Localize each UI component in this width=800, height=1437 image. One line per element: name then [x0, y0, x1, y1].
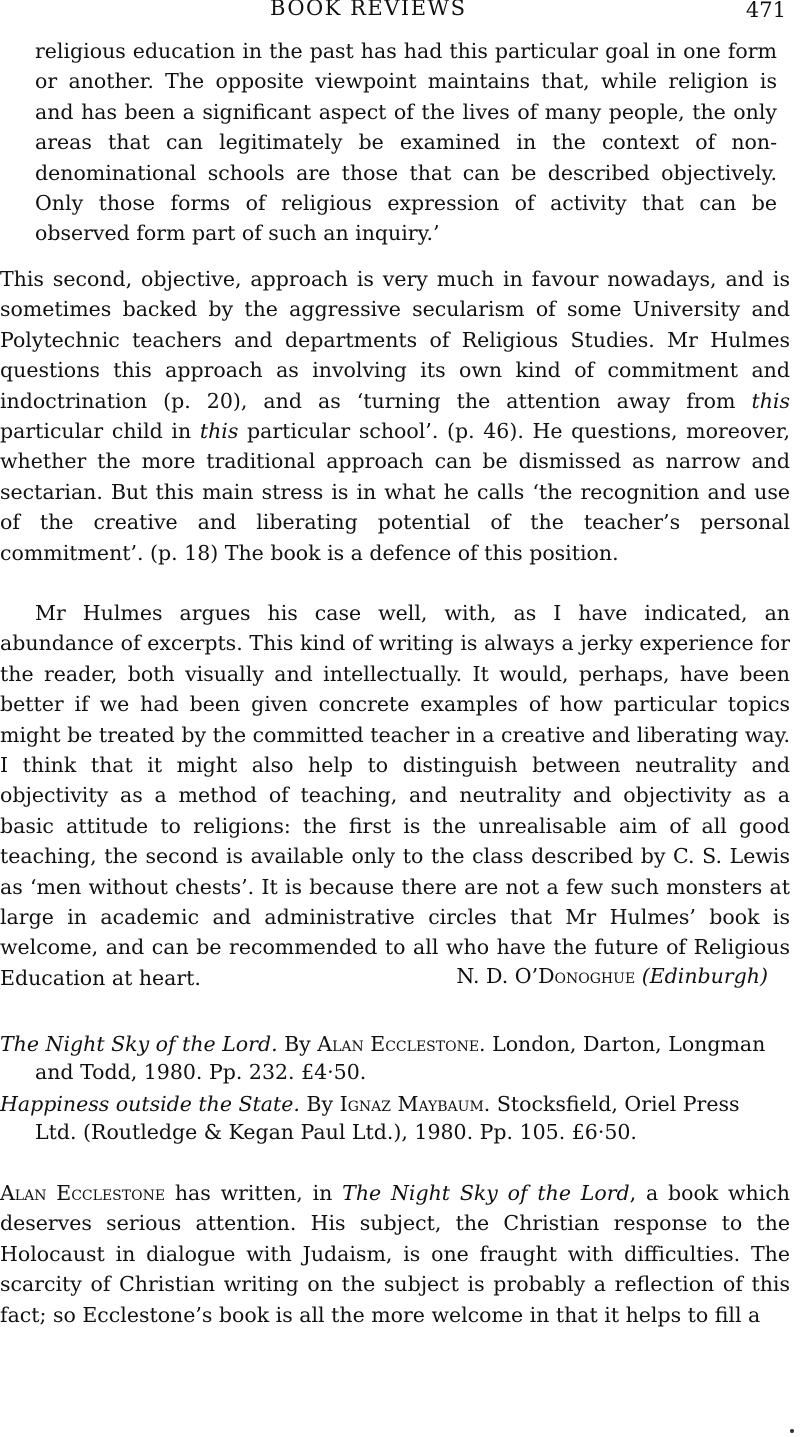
bibliography-entry	[0, 1090, 785, 1146]
block-quote: religious education in the past has had this particular goal in one form or another. The opposite viewpoint maintains that, while religion is and has been a significant aspect of the lives of many people, the only areas that can legitimately be examined in the context of non-denominational schools are those that can be described objectively. Only those forms of religious expression of activity that can be observed form part of such an inquiry.’	[35, 39, 777, 246]
book-author: Alan Ecclestone	[317, 1032, 480, 1056]
page-number: 471	[745, 0, 786, 22]
book-title: Happiness outside the State.	[0, 1092, 300, 1116]
paragraph-hulmes-case: Mr Hulmes argues his case well, with, as I have indicated, an abundance of excerpts. This kind of writing is always a jerky experience for the reader, both visually and intellectually. It would, perhaps, have been better if we had been given concrete examples of how particular topics might be treated by the committed teacher in a creative and liberating way. I think that it might also help to distinguish between neutrality and objectivity as a method of teaching, and neutrality and objectivity as a basic attitude to religions: the first is the unrealisable aim of all good teaching, the second is available only to the class described by C. S. Lewis as ‘men without chests’. It is because there are not a few such monsters at large in academic and administrative circles that Mr Hulmes’ book is welcome, and can be recommended to all who have the future of Religious Education at heart.	[0, 601, 790, 990]
reviewer-signature	[456, 961, 768, 991]
by-text: By	[277, 1032, 318, 1056]
reviewer-name: N. D. O’Donoghue	[456, 964, 636, 988]
reviewer-place: (Edinburgh)	[641, 964, 768, 988]
book-details: . London, Darton, Longman and Todd, 1980. Pp. 232. £4·50.	[35, 1032, 766, 1084]
corner-mark	[790, 1429, 794, 1433]
book-title: The Night Sky of the Lord.	[0, 1032, 278, 1056]
bibliography-entry	[0, 1030, 785, 1086]
lead-author: Alan Ecclestone	[0, 1181, 166, 1205]
emphasis-this: this	[751, 388, 790, 413]
paragraph-objective-approach	[0, 264, 790, 568]
book-details: . Stocksfield, Oriel Press Ltd. (Routledge & Kegan Paul Ltd.), 1980. Pp. 105. £6·50.	[35, 1092, 740, 1144]
book-author: Ignaz Maybaum	[339, 1092, 484, 1116]
paragraph-text: particular child in	[0, 419, 200, 444]
paragraph-text: particular school’. (p. 46). He questions, moreover, whether the more traditional approach can be dismissed as narrow and sectarian. But this main stress is in what he calls ‘the recognition and use of the creative and liberating potential of the teacher’s personal commitment’. (p. 18) The book is a defence of this position.	[0, 419, 790, 565]
paragraph-text: This second, objective, approach is very much in favour nowadays, and is sometimes backed by the aggressive secularism of some University and Polytechnic teachers and departments of Religious Studies. Mr Hulmes questions this approach as involving its own kind of commitment and indoctrination (p. 20), and as ‘turning the attention away from	[0, 267, 790, 413]
paragraph-text: has written, in	[165, 1181, 343, 1205]
paragraph-text: , a book which deserves serious attention. His subject, the Christian response to the Holocaust in dialogue with Judaism, is one fraught with difficulties. The scarcity of Christian writing on the subject is probably a reflection of this fact; so Ecclestone’s book is all the more welcome in that it helps to fill a	[0, 1181, 791, 1327]
book-title-inline: The Night Sky of the Lord	[342, 1181, 630, 1205]
by-text: By	[299, 1092, 340, 1116]
running-head	[0, 0, 800, 26]
running-title: BOOK REVIEWS	[270, 0, 467, 20]
emphasis-this: this	[199, 419, 239, 444]
paragraph-ecclestone-review	[0, 1178, 790, 1330]
